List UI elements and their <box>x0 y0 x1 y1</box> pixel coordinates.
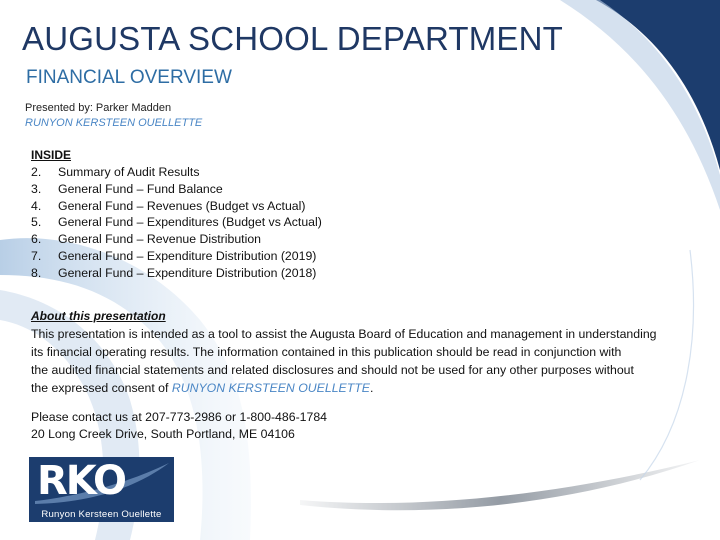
item-number: 3. <box>31 181 42 196</box>
about-paragraph <box>31 325 703 397</box>
contact-address: 20 Long Creek Drive, South Portland, ME 04106 <box>31 427 295 441</box>
list-item <box>31 265 322 282</box>
about-line: This presentation is intended as a tool to assist the Augusta Board of Education and management in understanding <box>31 327 657 341</box>
item-label: General Fund – Fund Balance <box>58 181 223 196</box>
item-number: 5. <box>31 215 42 230</box>
list-item <box>31 214 322 231</box>
item-label: General Fund – Revenue Distribution <box>58 232 262 247</box>
list-item <box>31 198 322 215</box>
page-title: AUGUSTA SCHOOL DEPARTMENT <box>22 20 564 57</box>
item-label: General Fund – Expenditures (Budget vs Actual) <box>58 215 322 230</box>
contents-list <box>31 164 322 282</box>
about-line-last <box>31 379 703 397</box>
presenter-line: Presented by: Parker Madden <box>25 102 172 114</box>
page-subtitle: FINANCIAL OVERVIEW <box>26 67 232 88</box>
about-heading: About this presentation <box>31 309 166 323</box>
item-label: General Fund – Expenditure Distribution (2019) <box>58 248 317 263</box>
item-number: 7. <box>31 248 42 263</box>
list-item <box>31 231 322 248</box>
contact-phone: Please contact us at 207-773-2986 or 1-800-486-1784 <box>31 410 328 424</box>
rko-logo <box>29 457 174 522</box>
item-number: 4. <box>31 198 42 213</box>
about-line: the audited financial statements and related disclosures and should not be used for any other purposes without <box>31 363 634 377</box>
inside-heading: INSIDE <box>31 148 72 162</box>
firm-name: RUNYON KERSTEEN OUELLETTE <box>25 117 203 129</box>
list-item <box>31 181 322 198</box>
item-number: 6. <box>31 232 42 247</box>
item-number: 2. <box>31 165 42 179</box>
about-line: its financial operating results. The information contained in this publication should be read in conjunction with <box>31 345 622 359</box>
item-label: General Fund – Revenues (Budget vs Actual) <box>58 198 306 213</box>
about-last-suffix: . <box>369 381 374 395</box>
about-firm-name: RUNYON KERSTEEN OUELLETTE <box>171 381 370 395</box>
contact-block <box>31 409 327 443</box>
logo-letters: RKO <box>37 458 126 504</box>
item-number: 8. <box>31 265 42 280</box>
bottom-swoosh-line <box>300 460 700 510</box>
about-last-prefix: the expressed consent of <box>31 381 172 395</box>
item-label: General Fund – Expenditure Distribution (2018) <box>58 265 317 280</box>
logo-firm-name: Runyon Kersteen Ouellette <box>41 509 162 520</box>
item-label: Summary of Audit Results <box>58 165 200 179</box>
list-item <box>31 248 322 265</box>
list-item <box>31 164 322 181</box>
